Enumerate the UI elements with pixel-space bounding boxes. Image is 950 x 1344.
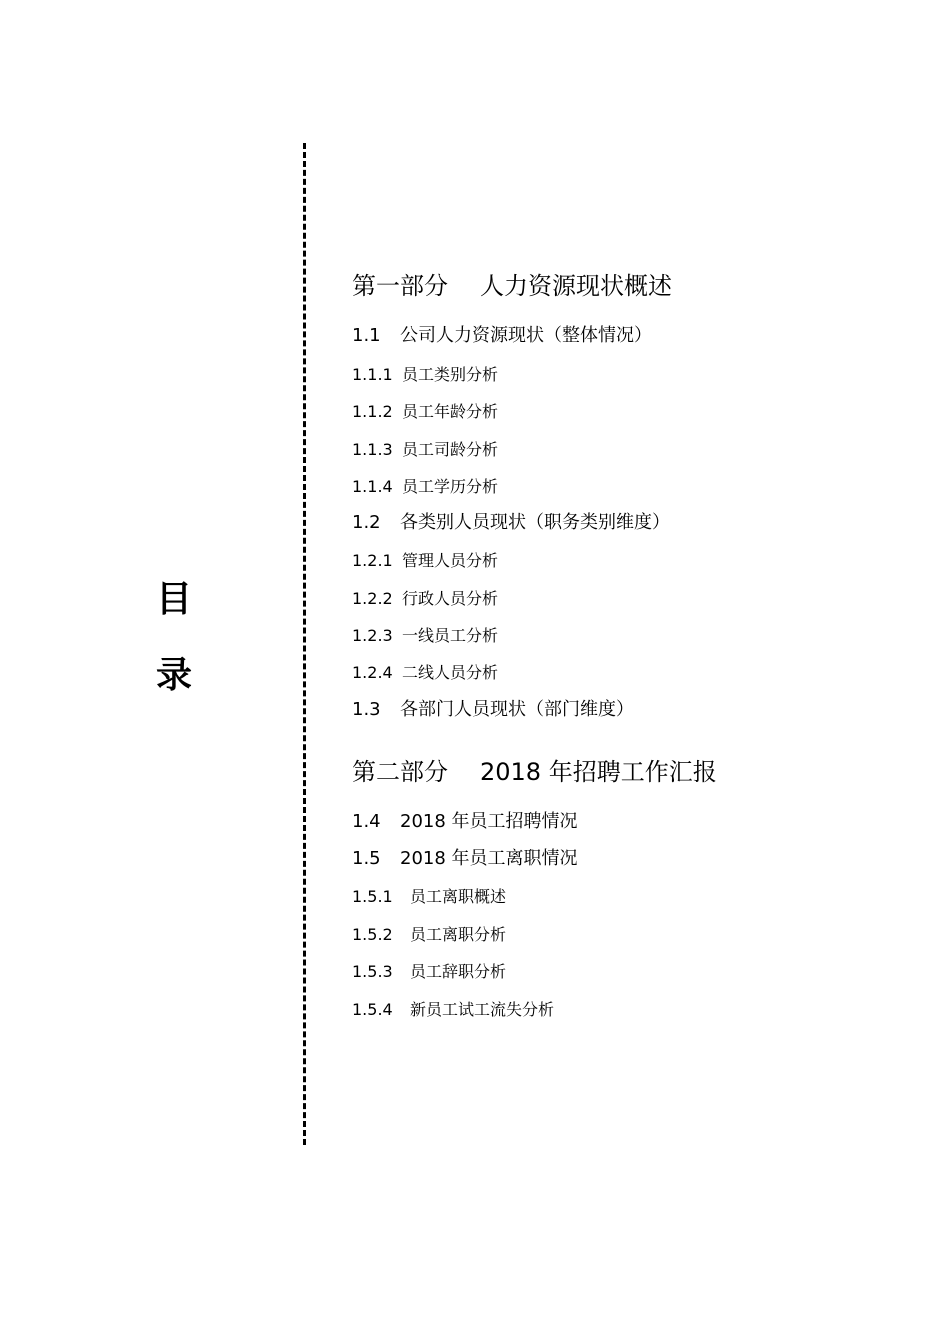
- toc-text: 人力资源现状概述: [480, 272, 672, 300]
- toc-number: 1.1.4: [352, 477, 393, 496]
- toc-number: 1.5.1: [352, 887, 393, 906]
- toc-text: 新员工试工流失分析: [410, 1000, 555, 1019]
- side-title-char-2: 录: [155, 655, 192, 696]
- toc-number: 第二部分: [352, 758, 448, 786]
- dashed-divider: [303, 143, 306, 1145]
- toc-number: 1.5.4: [352, 1000, 393, 1019]
- toc-number: 1.1.3: [352, 440, 393, 459]
- toc-subsection-1-2-3[interactable]: [352, 623, 498, 646]
- toc-section-1-3[interactable]: [352, 695, 634, 721]
- toc-number: 1.2.3: [352, 626, 393, 645]
- toc-number: 1.1: [352, 325, 381, 346]
- toc-subsection-1-5-2[interactable]: [352, 922, 506, 945]
- toc-text: 2018 年招聘工作汇报: [480, 758, 717, 786]
- toc-number: 1.3: [352, 699, 381, 720]
- toc-text: 员工类别分析: [402, 365, 499, 384]
- toc-number: 1.2.2: [352, 589, 393, 608]
- toc-text: 员工辞职分析: [410, 962, 507, 981]
- toc-section-1-5[interactable]: [352, 844, 578, 870]
- toc-subsection-1-2-1[interactable]: [352, 548, 498, 571]
- toc-side-title: [146, 562, 202, 714]
- toc-section-1-4[interactable]: [352, 807, 578, 833]
- toc-text: 2018 年员工离职情况: [400, 848, 578, 869]
- toc-section-1-1[interactable]: [352, 321, 652, 347]
- toc-number: 1.2: [352, 512, 381, 533]
- toc-text: 员工离职分析: [410, 925, 507, 944]
- toc-text: 二线人员分析: [402, 663, 499, 682]
- toc-number: 1.1.1: [352, 365, 393, 384]
- toc-number: 第一部分: [352, 272, 448, 300]
- toc-text: 各类别人员现状（职务类别维度）: [400, 512, 670, 533]
- toc-part-1[interactable]: [352, 266, 672, 301]
- toc-number: 1.5.2: [352, 925, 393, 944]
- toc-text: 公司人力资源现状（整体情况）: [400, 325, 652, 346]
- toc-number: 1.5: [352, 848, 381, 869]
- toc-subsection-1-5-4[interactable]: [352, 997, 554, 1020]
- toc-text: 行政人员分析: [402, 589, 499, 608]
- toc-number: 1.2.1: [352, 551, 393, 570]
- toc-subsection-1-1-3[interactable]: [352, 437, 498, 460]
- toc-number: 1.1.2: [352, 402, 393, 421]
- toc-subsection-1-2-2[interactable]: [352, 586, 498, 609]
- toc-number: 1.5.3: [352, 962, 393, 981]
- side-title-char-1: 目: [155, 579, 192, 620]
- toc-text: 一线员工分析: [402, 626, 499, 645]
- toc-subsection-1-1-2[interactable]: [352, 399, 498, 422]
- toc-text: 员工年龄分析: [402, 402, 499, 421]
- toc-number: 1.2.4: [352, 663, 393, 682]
- toc-subsection-1-2-4[interactable]: [352, 660, 498, 683]
- toc-subsection-1-5-1[interactable]: [352, 884, 506, 907]
- toc-part-2[interactable]: [352, 752, 717, 787]
- toc-text: 员工司龄分析: [402, 440, 499, 459]
- toc-text: 员工离职概述: [410, 887, 507, 906]
- toc-text: 2018 年员工招聘情况: [400, 811, 578, 832]
- toc-number: 1.4: [352, 811, 381, 832]
- toc-subsection-1-1-4[interactable]: [352, 474, 498, 497]
- toc-section-1-2[interactable]: [352, 508, 670, 534]
- toc-text: 员工学历分析: [402, 477, 499, 496]
- toc-text: 各部门人员现状（部门维度）: [400, 699, 634, 720]
- toc-subsection-1-5-3[interactable]: [352, 959, 506, 982]
- toc-text: 管理人员分析: [402, 551, 499, 570]
- toc-subsection-1-1-1[interactable]: [352, 362, 498, 385]
